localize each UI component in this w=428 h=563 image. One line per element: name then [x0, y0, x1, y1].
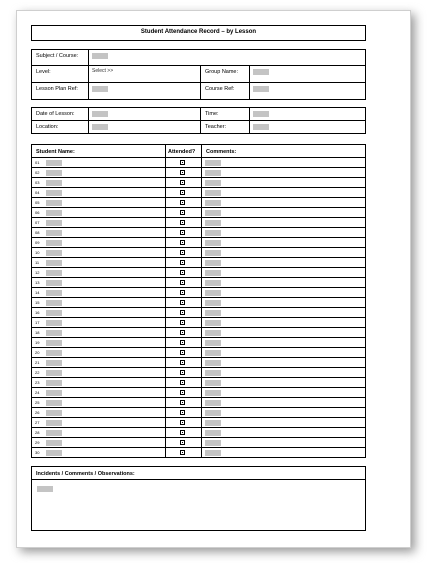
- student-name-placeholder: [46, 440, 62, 446]
- incidents-header: [32, 467, 365, 480]
- student-name-placeholder: [46, 330, 62, 336]
- row-number: 29: [35, 440, 40, 445]
- student-name-cell[interactable]: [32, 278, 166, 287]
- teacher-field[interactable]: [250, 121, 365, 134]
- attended-checkbox[interactable]: [180, 330, 185, 335]
- attended-checkbox[interactable]: [180, 240, 185, 245]
- level-label: Level:: [36, 69, 51, 76]
- student-name-cell[interactable]: [32, 178, 166, 187]
- attended-checkbox[interactable]: [180, 210, 185, 215]
- student-name-placeholder: [46, 260, 62, 266]
- comments-cell[interactable]: [202, 368, 365, 377]
- row-number: 28: [35, 430, 40, 435]
- comments-cell[interactable]: [202, 168, 365, 177]
- attended-cell: [166, 298, 202, 307]
- row-number: 26: [35, 410, 40, 415]
- row-number: 27: [35, 420, 40, 425]
- student-name-cell[interactable]: [32, 338, 166, 347]
- student-name-placeholder: [46, 350, 62, 356]
- time-placeholder: [253, 111, 269, 117]
- lesson-plan-field[interactable]: [89, 83, 201, 99]
- row-number: 25: [35, 400, 40, 405]
- comments-placeholder: [205, 250, 221, 256]
- comments-placeholder: [205, 160, 221, 166]
- level-select[interactable]: [89, 66, 201, 82]
- comments-placeholder: [205, 440, 221, 446]
- comments-cell[interactable]: [202, 348, 365, 357]
- row-number: 21: [35, 360, 40, 365]
- attended-cell: [166, 158, 202, 167]
- student-row: [32, 318, 365, 328]
- attended-checkbox[interactable]: [180, 400, 185, 405]
- attended-cell: [166, 178, 202, 187]
- teacher-label-cell: [201, 121, 250, 134]
- comments-placeholder: [205, 170, 221, 176]
- attended-cell: [166, 258, 202, 267]
- comments-placeholder: [205, 320, 221, 326]
- row-number: 06: [35, 210, 40, 215]
- attended-checkbox[interactable]: [180, 290, 185, 295]
- lesson-plan-label: Lesson Plan Ref:: [36, 85, 78, 92]
- attended-checkbox[interactable]: [180, 440, 185, 445]
- incidents-label: Incidents / Comments / Observations:: [36, 471, 135, 477]
- course-ref-field[interactable]: [250, 83, 365, 99]
- student-row: [32, 278, 365, 288]
- group-label-cell: [201, 66, 250, 82]
- student-name-placeholder: [46, 240, 62, 246]
- attended-cell: [166, 288, 202, 297]
- student-row: [32, 228, 365, 238]
- student-row: [32, 268, 365, 278]
- date-field[interactable]: [89, 108, 201, 121]
- student-name-cell[interactable]: [32, 408, 166, 417]
- row-number: 16: [35, 310, 40, 315]
- attended-cell: [166, 238, 202, 247]
- lesson-plan-placeholder: [92, 86, 108, 92]
- course-ref-placeholder: [253, 86, 269, 92]
- comments-cell[interactable]: [202, 408, 365, 417]
- time-label-cell: [201, 108, 250, 121]
- comments-cell[interactable]: [202, 338, 365, 347]
- comments-placeholder: [205, 190, 221, 196]
- attended-checkbox[interactable]: [180, 190, 185, 195]
- comments-cell[interactable]: [202, 388, 365, 397]
- student-name-placeholder: [46, 160, 62, 166]
- attended-checkbox[interactable]: [180, 260, 185, 265]
- student-name-placeholder: [46, 170, 62, 176]
- comments-placeholder: [205, 430, 221, 436]
- student-name-cell[interactable]: [32, 318, 166, 327]
- teacher-label: Teacher:: [205, 123, 227, 130]
- comments-placeholder: [205, 200, 221, 206]
- comments-cell[interactable]: [202, 418, 365, 427]
- level-select-value: Select >>: [92, 68, 114, 75]
- row-number: 12: [35, 270, 40, 275]
- student-table-header: [32, 145, 365, 158]
- attended-cell: [166, 408, 202, 417]
- student-name-placeholder: [46, 270, 62, 276]
- student-row: [32, 368, 365, 378]
- student-name-placeholder: [46, 300, 62, 306]
- location-placeholder: [92, 124, 108, 130]
- incidents-field[interactable]: [37, 486, 53, 492]
- subject-label-cell: [32, 50, 89, 66]
- attended-cell: [166, 368, 202, 377]
- student-name-cell[interactable]: [32, 308, 166, 317]
- student-row: [32, 158, 365, 168]
- location-field[interactable]: [89, 121, 201, 134]
- row-number: 22: [35, 370, 40, 375]
- student-name-cell[interactable]: [32, 388, 166, 397]
- comments-placeholder: [205, 380, 221, 386]
- student-name-placeholder: [46, 430, 62, 436]
- student-row: [32, 168, 365, 178]
- comments-cell[interactable]: [202, 358, 365, 367]
- student-name-cell[interactable]: [32, 228, 166, 237]
- student-name-header: [32, 145, 166, 157]
- row-number: 13: [35, 280, 40, 285]
- comments-cell[interactable]: [202, 448, 365, 458]
- date-label: Date of Lesson:: [36, 111, 75, 117]
- comments-cell[interactable]: [202, 278, 365, 287]
- attended-cell: [166, 418, 202, 427]
- comments-placeholder: [205, 410, 221, 416]
- teacher-placeholder: [253, 124, 269, 130]
- attended-checkbox[interactable]: [180, 270, 185, 275]
- location-label-cell: [32, 121, 89, 134]
- comments-placeholder: [205, 350, 221, 356]
- row-number: 10: [35, 250, 40, 255]
- student-name-header-label: Student Name:: [36, 149, 75, 155]
- student-name-cell[interactable]: [32, 328, 166, 337]
- attended-checkbox[interactable]: [180, 170, 185, 175]
- student-name-placeholder: [46, 420, 62, 426]
- comments-cell[interactable]: [202, 398, 365, 407]
- comments-header-label: Comments:: [206, 149, 237, 155]
- student-row: [32, 208, 365, 218]
- group-placeholder: [253, 69, 269, 75]
- attended-cell: [166, 248, 202, 257]
- attended-checkbox[interactable]: [180, 160, 185, 165]
- attended-cell: [166, 348, 202, 357]
- comments-cell[interactable]: [202, 318, 365, 327]
- attended-checkbox[interactable]: [180, 300, 185, 305]
- student-row: [32, 178, 365, 188]
- attended-cell: [166, 358, 202, 367]
- student-name-placeholder: [46, 320, 62, 326]
- row-number: 03: [35, 180, 40, 185]
- student-row: [32, 218, 365, 228]
- student-row: [32, 258, 365, 268]
- comments-placeholder: [205, 220, 221, 226]
- comments-cell[interactable]: [202, 288, 365, 297]
- student-name-cell[interactable]: [32, 268, 166, 277]
- student-name-cell[interactable]: [32, 218, 166, 227]
- student-name-cell[interactable]: [32, 168, 166, 177]
- student-name-placeholder: [46, 310, 62, 316]
- student-name-cell[interactable]: [32, 398, 166, 407]
- attended-cell: [166, 448, 202, 458]
- student-name-cell[interactable]: [32, 208, 166, 217]
- student-row: [32, 248, 365, 258]
- student-name-cell[interactable]: [32, 258, 166, 267]
- comments-placeholder: [205, 360, 221, 366]
- student-name-placeholder: [46, 230, 62, 236]
- attended-checkbox[interactable]: [180, 320, 185, 325]
- comments-placeholder: [205, 450, 221, 456]
- student-name-cell[interactable]: [32, 448, 166, 458]
- student-row: [32, 238, 365, 248]
- row-number: 30: [35, 450, 40, 455]
- attended-cell: [166, 338, 202, 347]
- student-name-cell[interactable]: [32, 438, 166, 447]
- student-row: [32, 338, 365, 348]
- comments-cell[interactable]: [202, 248, 365, 257]
- attended-checkbox[interactable]: [180, 180, 185, 185]
- student-name-cell[interactable]: [32, 418, 166, 427]
- comments-cell[interactable]: [202, 188, 365, 197]
- attended-checkbox[interactable]: [180, 450, 185, 455]
- attended-cell: [166, 168, 202, 177]
- row-number: 14: [35, 290, 40, 295]
- attended-cell: [166, 388, 202, 397]
- comments-cell[interactable]: [202, 298, 365, 307]
- comments-placeholder: [205, 240, 221, 246]
- attended-checkbox[interactable]: [180, 220, 185, 225]
- student-name-placeholder: [46, 410, 62, 416]
- row-number: 19: [35, 340, 40, 345]
- attended-checkbox[interactable]: [180, 380, 185, 385]
- lesson-plan-label-cell: [32, 83, 89, 99]
- comments-placeholder: [205, 370, 221, 376]
- student-row: [32, 198, 365, 208]
- attended-checkbox[interactable]: [180, 420, 185, 425]
- date-placeholder: [92, 111, 108, 117]
- student-row: [32, 398, 365, 408]
- course-ref-label: Course Ref:: [205, 85, 235, 92]
- comments-cell[interactable]: [202, 258, 365, 267]
- location-label: Location:: [36, 123, 59, 130]
- student-name-cell[interactable]: [32, 238, 166, 247]
- student-name-cell[interactable]: [32, 248, 166, 257]
- attended-checkbox[interactable]: [180, 370, 185, 375]
- attended-checkbox[interactable]: [180, 280, 185, 285]
- student-row: [32, 288, 365, 298]
- attended-cell: [166, 428, 202, 437]
- student-row: [32, 348, 365, 358]
- comments-placeholder: [205, 310, 221, 316]
- student-row: [32, 298, 365, 308]
- row-number: 11: [35, 260, 40, 265]
- student-row: [32, 388, 365, 398]
- attended-checkbox[interactable]: [180, 390, 185, 395]
- attended-checkbox[interactable]: [180, 360, 185, 365]
- comments-placeholder: [205, 400, 221, 406]
- comments-cell[interactable]: [202, 208, 365, 217]
- attended-checkbox[interactable]: [180, 430, 185, 435]
- student-name-cell[interactable]: [32, 358, 166, 367]
- attended-checkbox[interactable]: [180, 250, 185, 255]
- comments-cell[interactable]: [202, 378, 365, 387]
- attended-checkbox[interactable]: [180, 200, 185, 205]
- attended-cell: [166, 308, 202, 317]
- comments-cell[interactable]: [202, 198, 365, 207]
- student-name-placeholder: [46, 220, 62, 226]
- comments-placeholder: [205, 390, 221, 396]
- comments-placeholder: [205, 270, 221, 276]
- student-row: [32, 328, 365, 338]
- student-name-cell[interactable]: [32, 198, 166, 207]
- student-name-placeholder: [46, 380, 62, 386]
- attended-cell: [166, 328, 202, 337]
- student-name-placeholder: [46, 360, 62, 366]
- row-number: 01: [35, 160, 40, 165]
- student-name-cell[interactable]: [32, 378, 166, 387]
- comments-placeholder: [205, 230, 221, 236]
- student-name-placeholder: [46, 400, 62, 406]
- comments-placeholder: [205, 300, 221, 306]
- title-box: [31, 25, 366, 41]
- row-number: 20: [35, 350, 40, 355]
- row-number: 18: [35, 330, 40, 335]
- comments-cell[interactable]: [202, 158, 365, 167]
- student-name-placeholder: [46, 180, 62, 186]
- attended-cell: [166, 278, 202, 287]
- group-label: Group Name:: [205, 69, 239, 76]
- student-row: [32, 448, 365, 458]
- attended-cell: [166, 378, 202, 387]
- attended-cell: [166, 198, 202, 207]
- attended-cell: [166, 208, 202, 217]
- student-row: [32, 378, 365, 388]
- attended-header: [166, 145, 202, 157]
- student-name-cell[interactable]: [32, 158, 166, 167]
- comments-cell[interactable]: [202, 178, 365, 187]
- row-number: 07: [35, 220, 40, 225]
- attended-cell: [166, 268, 202, 277]
- time-label: Time:: [205, 111, 219, 117]
- row-number: 02: [35, 170, 40, 175]
- lesson-info-table: [31, 107, 366, 134]
- student-row: [32, 188, 365, 198]
- student-name-placeholder: [46, 250, 62, 256]
- attended-cell: [166, 318, 202, 327]
- student-row: [32, 358, 365, 368]
- student-name-cell[interactable]: [32, 298, 166, 307]
- student-row: [32, 418, 365, 428]
- incidents-box: [31, 466, 366, 531]
- student-row: [32, 428, 365, 438]
- comments-placeholder: [205, 280, 221, 286]
- student-name-placeholder: [46, 210, 62, 216]
- student-name-cell[interactable]: [32, 348, 166, 357]
- comments-placeholder: [205, 340, 221, 346]
- comments-cell[interactable]: [202, 328, 365, 337]
- subject-placeholder: [92, 53, 108, 59]
- student-row: [32, 408, 365, 418]
- comments-cell[interactable]: [202, 218, 365, 227]
- student-name-cell[interactable]: [32, 428, 166, 437]
- student-name-placeholder: [46, 450, 62, 456]
- comments-placeholder: [205, 330, 221, 336]
- comments-cell[interactable]: [202, 428, 365, 437]
- comments-cell[interactable]: [202, 228, 365, 237]
- attended-checkbox[interactable]: [180, 310, 185, 315]
- comments-placeholder: [205, 180, 221, 186]
- row-number: 23: [35, 380, 40, 385]
- attended-cell: [166, 218, 202, 227]
- comments-placeholder: [205, 290, 221, 296]
- student-attendance-table: [31, 144, 366, 458]
- attended-header-label: Attended?: [168, 149, 196, 155]
- student-name-placeholder: [46, 280, 62, 286]
- attended-checkbox[interactable]: [180, 410, 185, 415]
- student-name-placeholder: [46, 370, 62, 376]
- subject-label: Subject / Course:: [36, 53, 79, 59]
- student-name-placeholder: [46, 190, 62, 196]
- student-name-placeholder: [46, 290, 62, 296]
- comments-placeholder: [205, 210, 221, 216]
- comments-placeholder: [205, 420, 221, 426]
- attended-cell: [166, 438, 202, 447]
- document-title: Student Attendance Record – by Lesson: [140, 29, 257, 35]
- row-number: 08: [35, 230, 40, 235]
- row-number: 15: [35, 300, 40, 305]
- row-number: 09: [35, 240, 40, 245]
- student-rows: [32, 158, 365, 458]
- attended-checkbox[interactable]: [180, 350, 185, 355]
- student-name-placeholder: [46, 200, 62, 206]
- comments-cell[interactable]: [202, 308, 365, 317]
- row-number: 17: [35, 320, 40, 325]
- subject-field[interactable]: [89, 50, 365, 66]
- comments-cell[interactable]: [202, 268, 365, 277]
- attended-cell: [166, 228, 202, 237]
- comments-header: [202, 145, 365, 157]
- level-label-cell: [32, 66, 89, 82]
- comments-cell[interactable]: [202, 438, 365, 447]
- student-name-cell[interactable]: [32, 368, 166, 377]
- group-field[interactable]: [250, 66, 365, 82]
- date-label-cell: [32, 108, 89, 121]
- student-row: [32, 308, 365, 318]
- student-name-placeholder: [46, 340, 62, 346]
- row-number: 04: [35, 190, 40, 195]
- attended-checkbox[interactable]: [180, 230, 185, 235]
- time-field[interactable]: [250, 108, 365, 121]
- row-number: 05: [35, 200, 40, 205]
- comments-cell[interactable]: [202, 238, 365, 247]
- attended-checkbox[interactable]: [180, 340, 185, 345]
- student-name-cell[interactable]: [32, 188, 166, 197]
- student-name-placeholder: [46, 390, 62, 396]
- attended-cell: [166, 398, 202, 407]
- comments-placeholder: [205, 260, 221, 266]
- student-name-cell[interactable]: [32, 288, 166, 297]
- course-info-table: [31, 49, 366, 100]
- row-number: 24: [35, 390, 40, 395]
- student-row: [32, 438, 365, 448]
- course-ref-label-cell: [201, 83, 250, 99]
- attended-cell: [166, 188, 202, 197]
